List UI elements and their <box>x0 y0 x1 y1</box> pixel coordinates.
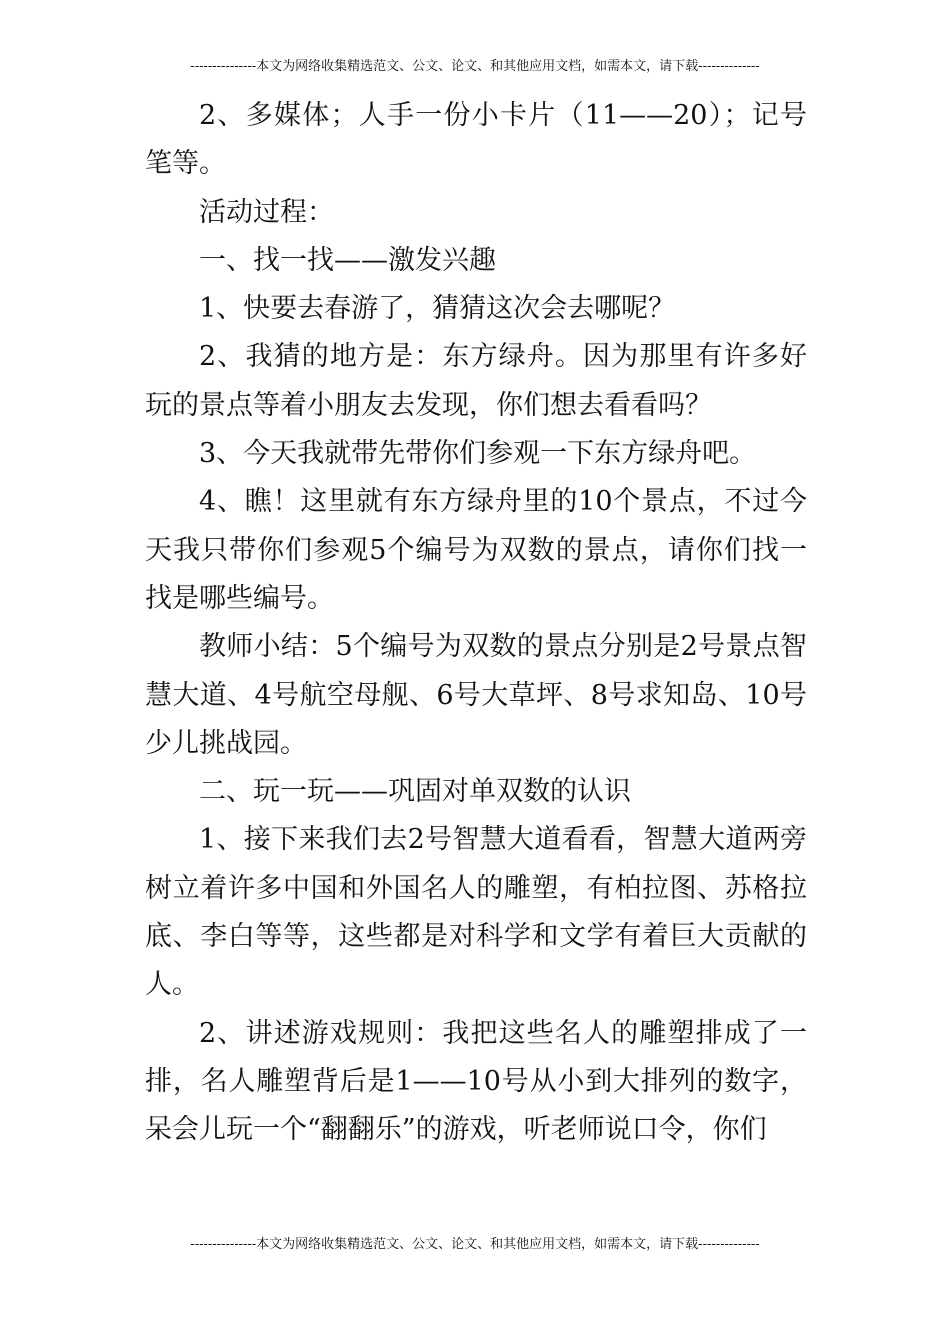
paragraph-materials: 2、多媒体；人手一份小卡片（11——20）；记号笔等。 <box>145 100 807 180</box>
paragraph-summary: 教师小结：5个编号为双数的景点分别是2号景点智慧大道、4号航空母舰、6号大草坪、8号求知岛、10号少儿挑战园。 <box>145 631 807 759</box>
section-heading-play: 二、玩一玩——巩固对单双数的认识 <box>199 776 631 808</box>
document-body <box>145 92 807 1155</box>
section-heading-find: 一、找一找——激发兴趣 <box>199 244 496 276</box>
paragraph-process-heading: 活动过程： <box>199 196 334 228</box>
paragraph-step-4: 4、瞧！这里就有东方绿舟里的10个景点，不过今天我只带你们参观5个编号为双数的景点，请你们找一找是哪些编号。 <box>145 486 807 614</box>
paragraph-step-3: 3、今天我就带先带你们参观一下东方绿舟吧。 <box>199 438 757 470</box>
page-footer: ---------------本文为网络收集精选范文、公文、论文、和其他应用文档，如需本文，请下载-------------- <box>190 1237 760 1252</box>
paragraph-play-step-1: 1、接下来我们去2号智慧大道看看，智慧大道两旁树立着许多中国和外国名人的雕塑，有柏拉图、苏格拉底、李白等等，这些都是对科学和文学有着巨大贡献的人。 <box>145 824 807 1001</box>
page-header: ---------------本文为网络收集精选范文、公文、论文、和其他应用文档，如需本文，请下载-------------- <box>190 59 760 74</box>
paragraph-step-1: 1、快要去春游了，猜猜这次会去哪呢？ <box>199 293 676 325</box>
paragraph-play-step-2: 2、讲述游戏规则：我把这些名人的雕塑排成了一排，名人雕塑背后是1——10号从小到大排列的数字，呆会儿玩一个“翻翻乐”的游戏，听老师说口令，你们 <box>145 1017 807 1146</box>
paragraph-step-2: 2、我猜的地方是：东方绿舟。因为那里有许多好玩的景点等着小朋友去发现，你们想去看看吗？ <box>145 341 807 421</box>
